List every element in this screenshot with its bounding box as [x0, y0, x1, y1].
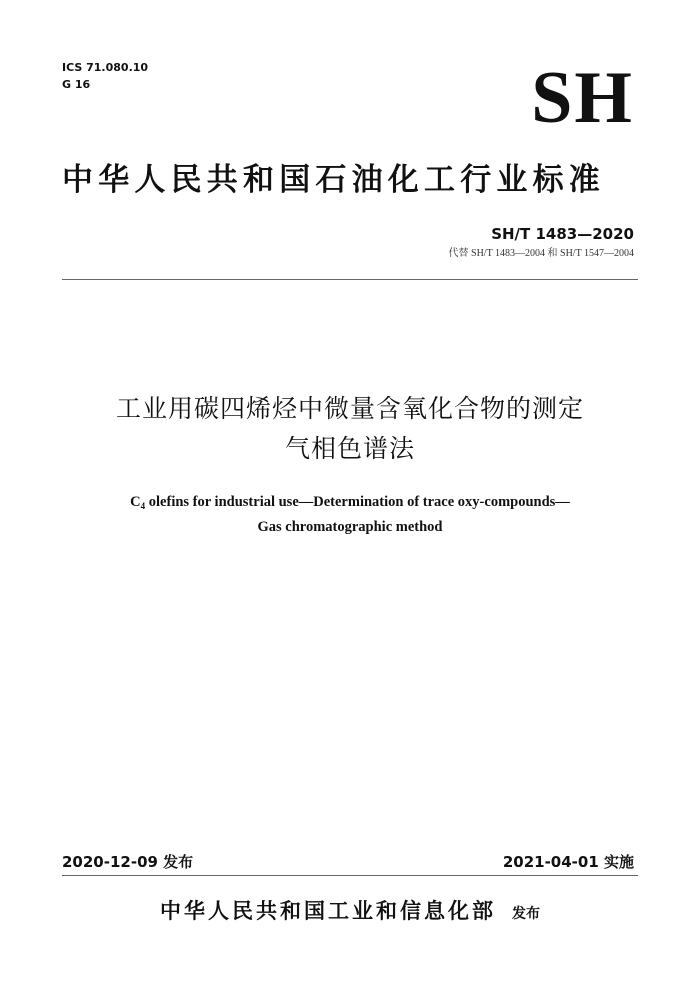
title-english-line-1 [0, 492, 700, 512]
title-english-prefix: C [130, 494, 141, 510]
issue-date: 2020-12-09 发布 [62, 853, 194, 871]
issuer: 中华人民共和国工业和信息化部 [160, 899, 496, 923]
sh-logo: SH [531, 57, 634, 139]
ics-code: ICS 71.080.10 [62, 61, 149, 74]
issuer-row [0, 896, 700, 929]
implementation-date: 2021-04-01 实施 [502, 853, 634, 871]
title-english-line-2: Gas chromatographic method [257, 519, 443, 535]
replaces-note: 代替 SH/T 1483—2004 和 SH/T 1547—2004 [448, 248, 634, 259]
title-chinese-line-2: 气相色谱法 [284, 434, 415, 463]
bottom-divider [62, 875, 638, 876]
standard-organization: 中华人民共和国石油化工行业标准 [62, 162, 605, 198]
issuer-suffix: 发布 [512, 906, 540, 922]
title-english-subscript: 4 [140, 501, 146, 511]
top-divider [62, 279, 638, 280]
ccs-code: G 16 [62, 78, 91, 91]
title-chinese-line-1: 工业用碳四烯烃中微量含氧化合物的测定 [115, 394, 584, 423]
title-english-rest: olefins for industrial use—Determination of trace oxy-compounds— [145, 494, 570, 510]
standard-number: SH/T 1483—2020 [491, 225, 634, 243]
